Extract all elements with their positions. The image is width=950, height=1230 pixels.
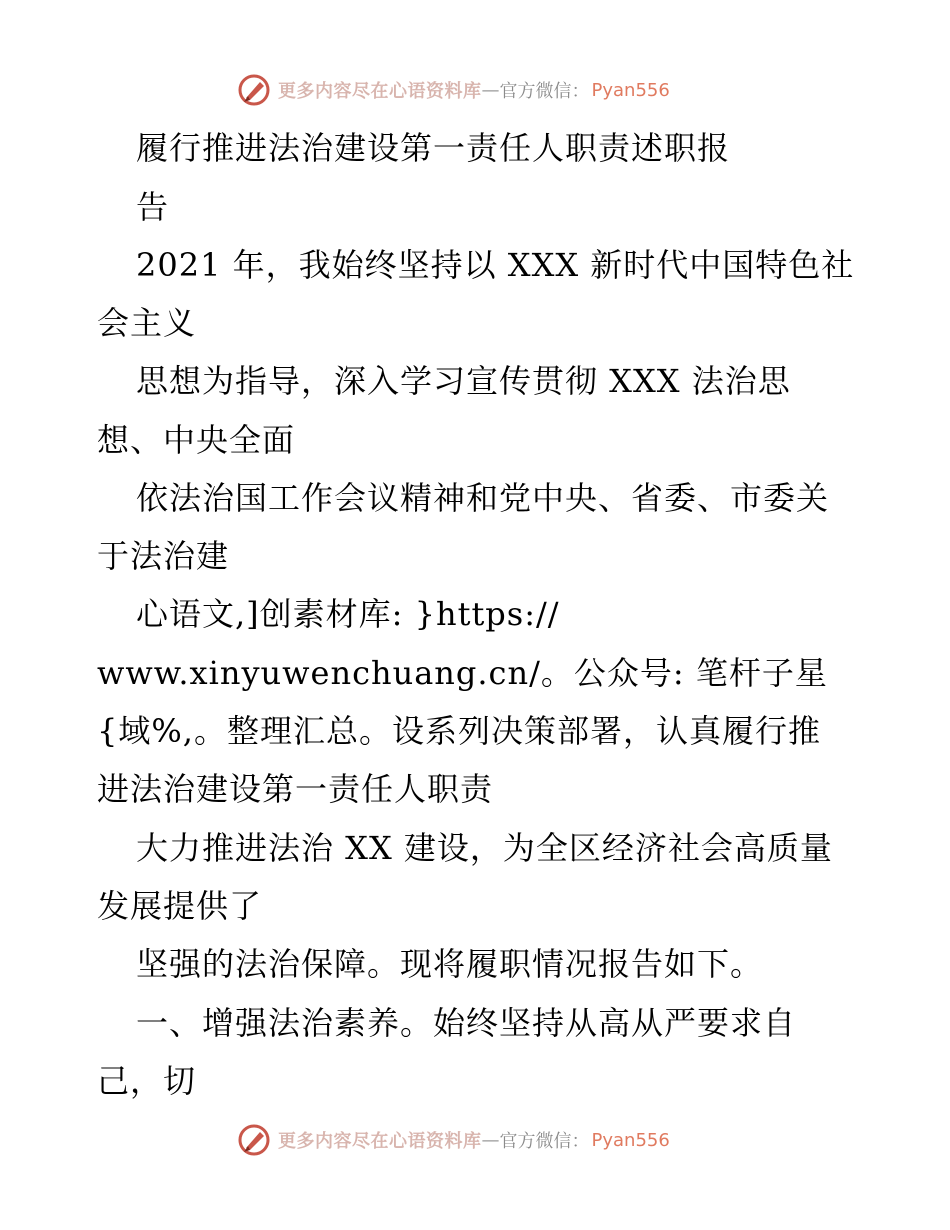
paragraph-line: {域%,。整理汇总。设系列决策部署，认真履行推 bbox=[97, 712, 821, 750]
banner-wechat-label: 官方微信： bbox=[499, 81, 590, 102]
paragraph-line: 大力推进法治 XX 建设，为全区经济社会高质量 bbox=[136, 829, 833, 867]
banner-wechat-label: 官方微信： bbox=[499, 1131, 590, 1152]
banner-separator: — bbox=[481, 79, 500, 101]
paragraph-line: 己，切 bbox=[97, 1062, 197, 1100]
paragraph-line: 发展提供了 bbox=[97, 887, 263, 925]
pen-logo-icon bbox=[236, 1122, 272, 1158]
banner-separator: — bbox=[481, 1129, 500, 1151]
banner-text: 更多内容尽在心语资料库 bbox=[278, 81, 482, 102]
document-title-line: 履行推进法治建设第一责任人职责述职报 bbox=[136, 129, 731, 167]
banner-account: Pyan556 bbox=[591, 79, 670, 101]
document-title-line: 告 bbox=[136, 188, 170, 226]
banner-text: 更多内容尽在心语资料库 bbox=[278, 1131, 482, 1152]
paragraph-line: 思想为指导，深入学习宣传贯彻 XXX 法治思 bbox=[136, 362, 791, 400]
banner-account: Pyan556 bbox=[591, 1129, 670, 1151]
paragraph-line: 进法治建设第一责任人职责 bbox=[97, 770, 494, 808]
paragraph-line: 想、中央全面 bbox=[97, 421, 296, 459]
header-banner bbox=[236, 72, 670, 108]
paragraph-line: 会主义 bbox=[97, 304, 197, 342]
paragraph-line: 依法治国工作会议精神和党中央、省委、市委关 bbox=[136, 479, 830, 517]
paragraph-line: 心语文,]创素材库: }https:// bbox=[136, 595, 560, 633]
paragraph-line: 坚强的法治保障。现将履职情况报告如下。 bbox=[136, 945, 764, 983]
paragraph-line: www.xinyuwenchuang.cn/。公众号: 笔杆子星 bbox=[97, 654, 828, 692]
footer-banner bbox=[236, 1122, 670, 1158]
paragraph-line: 一、增强法治素养。始终坚持从高从严要求自 bbox=[136, 1004, 797, 1042]
paragraph-line: 于法治建 bbox=[97, 537, 230, 575]
pen-logo-icon bbox=[236, 72, 272, 108]
paragraph-line: 2021 年，我始终坚持以 XXX 新时代中国特色社 bbox=[136, 246, 855, 284]
